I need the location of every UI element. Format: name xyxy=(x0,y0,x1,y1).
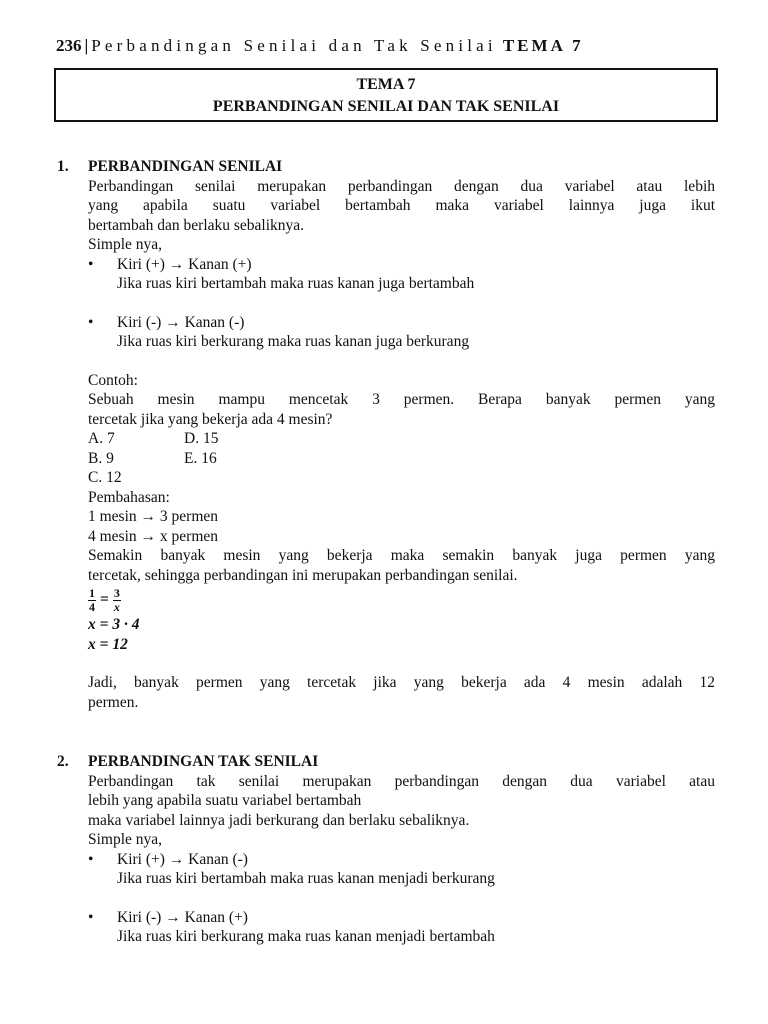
bullet-desc: Jika ruas kiri berkurang maka ruas kanan menjadi bertambah xyxy=(117,928,495,945)
bullet-dot: • xyxy=(88,850,94,868)
fraction-denominator: 4 xyxy=(89,599,95,614)
bullet-dot: • xyxy=(88,908,94,926)
definition-line: Perbandingan senilai merupakan perbandingan dengan dua variabel atau lebih xyxy=(88,177,715,195)
discussion-label: Pembahasan: xyxy=(88,488,170,506)
option: A. 7 xyxy=(88,430,115,447)
fraction-numerator: 3 xyxy=(113,585,120,600)
definition-line: bertambah dan berlaku sebaliknya. xyxy=(88,216,305,234)
bullet-rule: Kiri (-) → Kanan (-) xyxy=(117,313,245,331)
bullet-item xyxy=(88,313,715,352)
running-header xyxy=(56,36,716,56)
fraction-left xyxy=(88,585,96,614)
explanation-line: Semakin banyak mesin yang bekerja maka semakin banyak juga permen yang xyxy=(88,547,715,564)
simple-label: Simple nya, xyxy=(88,831,163,848)
header-separator: | xyxy=(84,36,89,55)
option xyxy=(184,468,384,488)
definition-line: Perbandingan tak senilai merupakan perbandingan dengan dua variabel atau xyxy=(88,772,715,790)
chapter-title-box xyxy=(54,68,718,122)
section-heading: PERBANDINGAN TAK SENILAI xyxy=(88,753,319,770)
step-line: 4 mesin → x permen xyxy=(88,527,219,545)
definition-line: lebih yang apabila suatu variabel bertambah xyxy=(88,792,362,809)
example-label: Contoh: xyxy=(88,371,138,389)
option: B. 9 xyxy=(88,449,114,467)
answer-options xyxy=(88,429,715,488)
bullet-dot: • xyxy=(88,255,94,273)
explanation-line: tercetak, sehingga perbandingan ini merupakan perbandingan senilai. xyxy=(88,566,518,584)
bullet-desc: Jika ruas kiri berkurang maka ruas kanan juga berkurang xyxy=(117,333,470,350)
simple-label: Simple nya, xyxy=(88,236,163,253)
bullet-desc: Jika ruas kiri bertambah maka ruas kanan juga bertambah xyxy=(117,275,475,292)
bullet-item xyxy=(88,255,715,294)
bullet-rule: Kiri (+) → Kanan (+) xyxy=(117,255,252,273)
section-heading: PERBANDINGAN SENILAI xyxy=(88,158,283,175)
step-line: 1 mesin → 3 permen xyxy=(88,508,219,525)
bullet-item xyxy=(88,850,715,889)
question-line: Sebuah mesin mampu mencetak 3 permen. Berapa banyak permen yang xyxy=(88,391,715,408)
bullet-dot: • xyxy=(88,313,94,331)
running-title: Perbandingan Senilai dan Tak Senilai xyxy=(91,36,497,55)
option: C. 12 xyxy=(88,469,122,486)
definition-line: maka variabel lainnya jadi berkurang dan berlaku sebaliknya. xyxy=(88,811,470,829)
conclusion-line: permen. xyxy=(88,693,139,711)
page-number: 236 xyxy=(56,36,82,55)
conclusion-line: Jadi, banyak permen yang tercetak jika yang bekerja ada 4 mesin adalah 12 xyxy=(88,674,715,691)
bullet-rule: Kiri (-) → Kanan (+) xyxy=(117,908,248,926)
option: D. 15 xyxy=(184,430,219,447)
bullet-desc: Jika ruas kiri bertambah maka ruas kanan menjadi berkurang xyxy=(117,870,495,887)
fraction-right xyxy=(113,585,121,614)
equals-sign: = xyxy=(100,591,109,608)
chapter-title-line2: PERBANDINGAN SENILAI DAN TAK SENILAI xyxy=(212,98,560,115)
equation-line: x = 12 xyxy=(88,635,128,653)
section-number: 2. xyxy=(57,753,69,770)
bullet-rule: Kiri (+) → Kanan (-) xyxy=(117,850,248,868)
fraction-equation xyxy=(88,585,715,615)
fraction-numerator: 1 xyxy=(89,585,95,600)
header-tema: TEMA 7 xyxy=(502,36,584,55)
chapter-title-line1: TEMA 7 xyxy=(356,76,416,93)
bullet-item xyxy=(88,908,715,947)
fraction-denominator: x xyxy=(113,599,120,614)
definition-line: yang apabila suatu variabel bertambah maka variabel lainnya juga ikut xyxy=(88,197,715,214)
equation-line: x = 3 · 4 xyxy=(88,616,140,633)
section-number: 1. xyxy=(57,158,69,175)
option: E. 16 xyxy=(184,449,217,467)
question-line: tercetak jika yang bekerja ada 4 mesin? xyxy=(88,410,333,428)
